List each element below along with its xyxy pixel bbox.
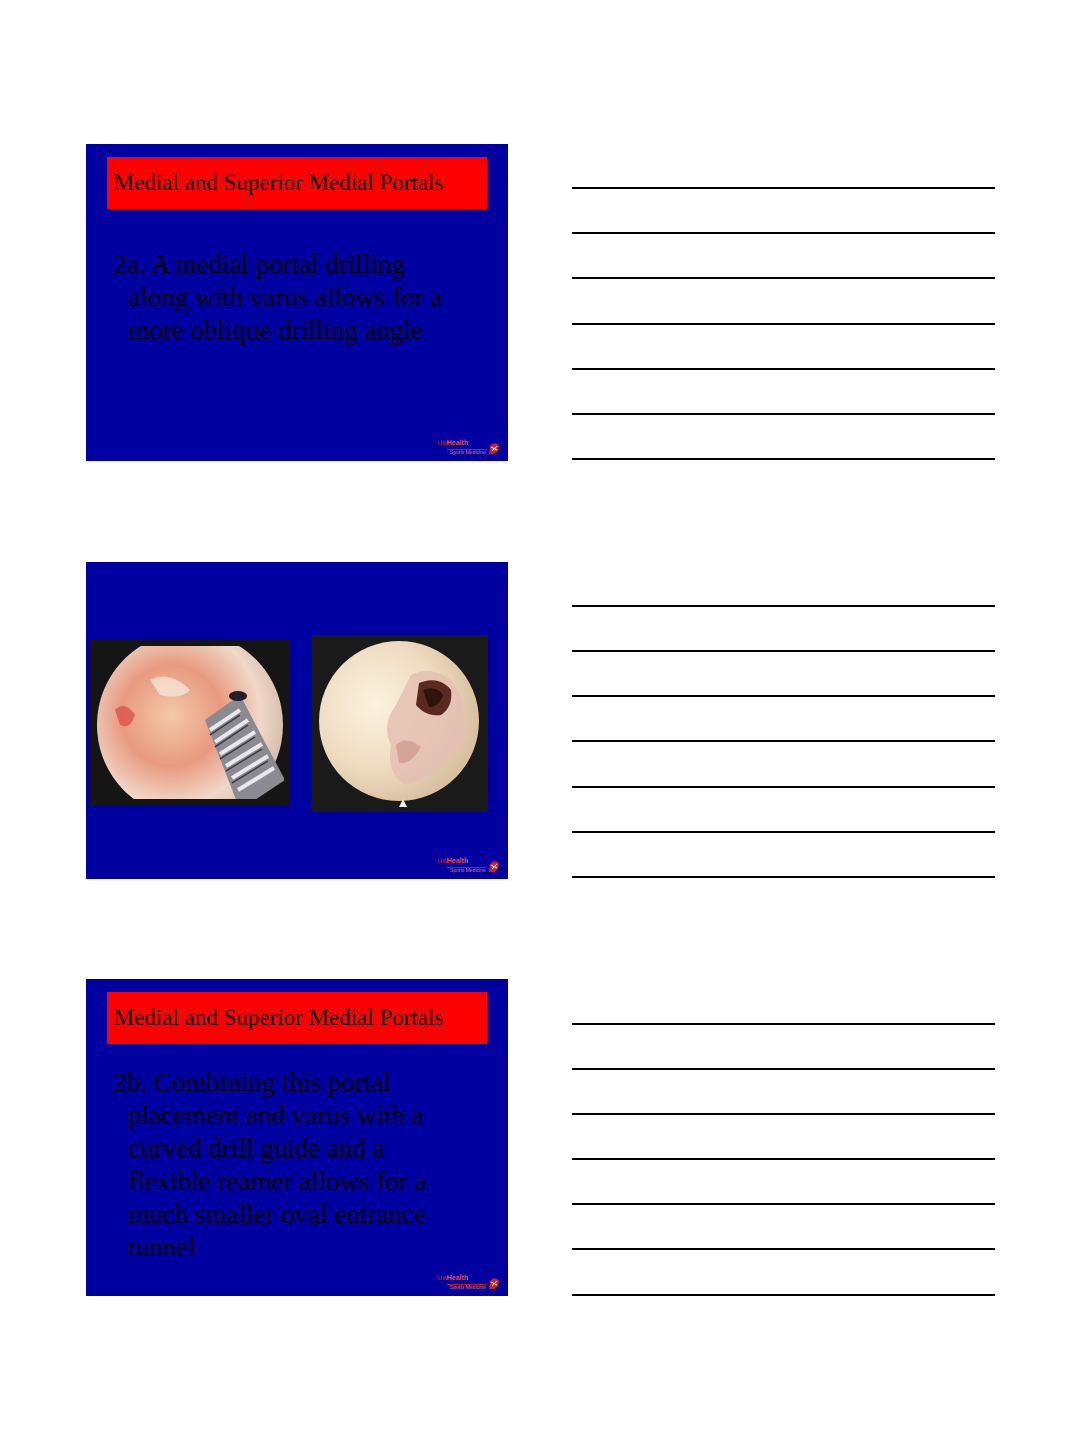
logo-health: Health	[447, 858, 469, 865]
note-line	[572, 740, 995, 742]
note-line	[572, 232, 995, 234]
uwhealth-logo	[438, 858, 500, 876]
logo-sports: Sports Medicine	[450, 1285, 486, 1291]
note-line	[572, 650, 995, 652]
arthroscopy-photo-tunnel	[311, 635, 488, 812]
note-line	[572, 323, 995, 325]
slide-title	[107, 992, 487, 1044]
note-line	[572, 413, 995, 415]
logo-sports: Sports Medicine	[450, 450, 486, 456]
note-line	[572, 1248, 995, 1250]
logo-health: Health	[447, 1275, 469, 1282]
slide-1	[86, 144, 508, 461]
slide-2	[86, 562, 508, 879]
note-line	[572, 1158, 995, 1160]
note-line	[572, 1294, 995, 1296]
note-line	[572, 1203, 995, 1205]
note-line	[572, 458, 995, 460]
note-line	[572, 605, 995, 607]
uwhealth-logo	[438, 1275, 500, 1293]
note-line	[572, 277, 995, 279]
logo-uw: UW	[438, 859, 448, 865]
arthroscopy-photo-drill	[90, 640, 290, 805]
note-line	[572, 831, 995, 833]
logo-uw: UW	[438, 441, 448, 447]
slide-3	[86, 979, 508, 1296]
note-line	[572, 368, 995, 370]
badger-mark-icon	[488, 1277, 500, 1290]
note-line	[572, 695, 995, 697]
note-line	[572, 1023, 995, 1025]
slide-body: 2a. A medial portal drilling along with varus allows for a more oblique drilling angle	[113, 249, 443, 345]
badger-mark-icon	[488, 442, 500, 455]
logo-uw: UW	[438, 1276, 448, 1282]
note-line	[572, 187, 995, 189]
badger-mark-icon	[488, 860, 500, 873]
slide-title	[107, 157, 487, 209]
logo-health: Health	[447, 440, 469, 447]
note-line	[572, 876, 995, 878]
slide-body: 2b. Combining this portal placement and varus with a curved drill guide and a flexible reamer allows for a much smaller oval entrance tunnel	[113, 1067, 427, 1262]
uwhealth-logo	[438, 440, 500, 458]
note-line	[572, 786, 995, 788]
arthroscopy-tunnel-icon	[311, 635, 488, 812]
slide-title-text: Medial and Superior Medial Portals	[114, 1005, 444, 1030]
slide-title-text: Medial and Superior Medial Portals	[114, 170, 444, 195]
logo-sports: Sports Medicine	[450, 868, 486, 874]
note-line	[572, 1068, 995, 1070]
arthroscopy-drill-icon	[90, 640, 290, 805]
note-line	[572, 1113, 995, 1115]
